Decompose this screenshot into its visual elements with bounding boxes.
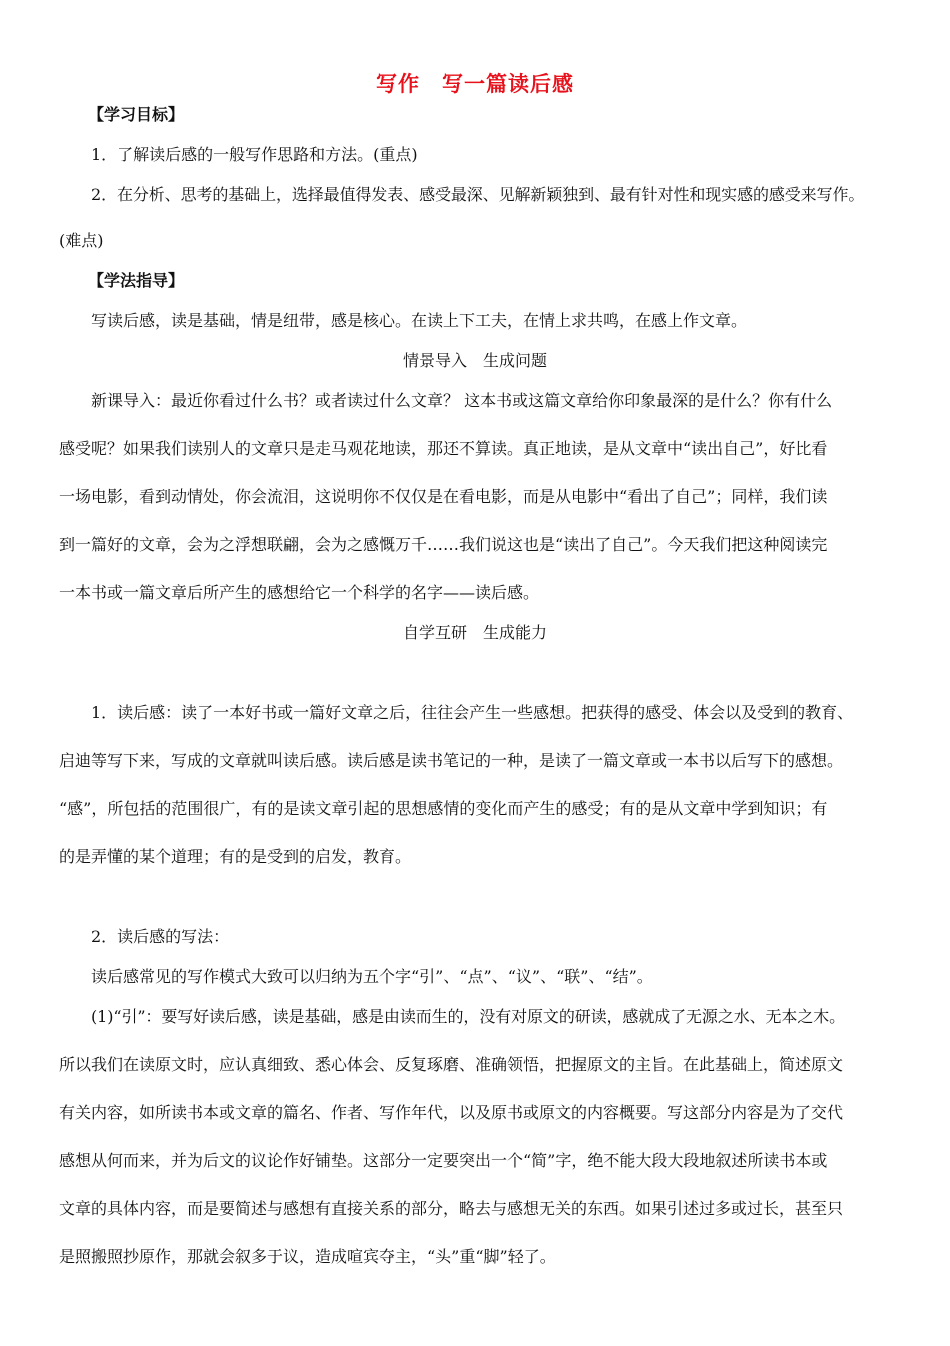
- intro-line: 感受呢？如果我们读别人的文章只是走马观花地读，那还不算读。真正地读，是从文章中“读出自己”，好比看: [59, 439, 828, 458]
- goal-item-1: 1．了解读后感的一般写作思路和方法。(重点): [91, 145, 418, 164]
- goal-item-2: 2．在分析、思考的基础上，选择最值得发表、感受最深、见解新颖独到、最有针对性和现实感的感受来写作。: [91, 185, 865, 204]
- page-title: [0, 68, 950, 98]
- section-2-heading: 自学互研 生成能力: [402, 623, 547, 642]
- method-line: 所以我们在读原文时，应认真细致、悉心体会、反复琢磨、准确领悟，把握原文的主旨。在此基础上，简述原文: [59, 1055, 844, 1074]
- definition-line: 启迪等写下来，写成的文章就叫读后感。读后感是读书笔记的一种，是读了一篇文章或一本书以后写下的感想。: [59, 751, 844, 770]
- intro-line: 新课导入：最近你看过什么书？或者读过什么文章？ 这本书或这篇文章给你印象最深的是什么？你有什么: [91, 391, 833, 410]
- method-line: 感想从何而来，并为后文的议论作好铺垫。这部分一定要突出一个“简”字，绝不能大段大段地叙述所读书本或: [59, 1151, 828, 1170]
- method-heading: 2．读后感的写法：: [91, 927, 230, 946]
- guide-text: 写读后感，读是基础，情是纽带，感是核心。在读上下工夫，在情上求共鸣，在感上作文章。: [91, 311, 748, 330]
- definition-line: “感”，所包括的范围很广，有的是读文章引起的思想感情的变化而产生的感受；有的是从文章中学到知识；有: [59, 799, 828, 818]
- title-part-2: 写一篇读后感: [442, 72, 574, 96]
- section-1-heading: 情景导入 生成问题: [402, 351, 547, 370]
- title-part-1: 写作: [376, 72, 420, 96]
- intro-line: 到一篇好的文章，会为之浮想联翩，会为之感慨万千……我们说这也是“读出了自己”。今天我们把这种阅读完: [59, 535, 828, 554]
- definition-line: 1．读后感：读了一本好书或一篇好文章之后，往往会产生一些感想。把获得的感受、体会以及受到的教育、: [91, 703, 854, 722]
- method-line: 有关内容，如所读书本或文章的篇名、作者、写作年代，以及原书或原文的内容概要。写这部分内容是为了交代: [59, 1103, 844, 1122]
- definition-line: 的是弄懂的某个道理；有的是受到的启发，教育。: [59, 847, 412, 866]
- goals-heading: 【学习目标】: [88, 105, 185, 124]
- intro-line: 一场电影，看到动情处，你会流泪，这说明你不仅仅是在看电影，而是从电影中“看出了自己”；同样，我们读: [59, 487, 828, 506]
- intro-line: 一本书或一篇文章后所产生的感想给它一个科学的名字——读后感。: [59, 583, 540, 602]
- method-line: 是照搬照抄原作，那就会叙多于议，造成喧宾夺主，“头”重“脚”轻了。: [59, 1247, 556, 1266]
- guide-heading: 【学法指导】: [88, 271, 185, 290]
- goal-item-2-continued: (难点): [59, 231, 104, 250]
- method-line: 文章的具体内容，而是要简述与感想有直接关系的部分，略去与感想无关的东西。如果引述过多或过长，甚至只: [59, 1199, 844, 1218]
- method-line: (1)“引”：要写好读后感，读是基础，感是由读而生的，没有对原文的研读，感就成了无源之水、无本之木。: [91, 1007, 846, 1026]
- method-intro: 读后感常见的写作模式大致可以归纳为五个字“引”、“点”、“议”、“联”、“结”。: [91, 967, 653, 986]
